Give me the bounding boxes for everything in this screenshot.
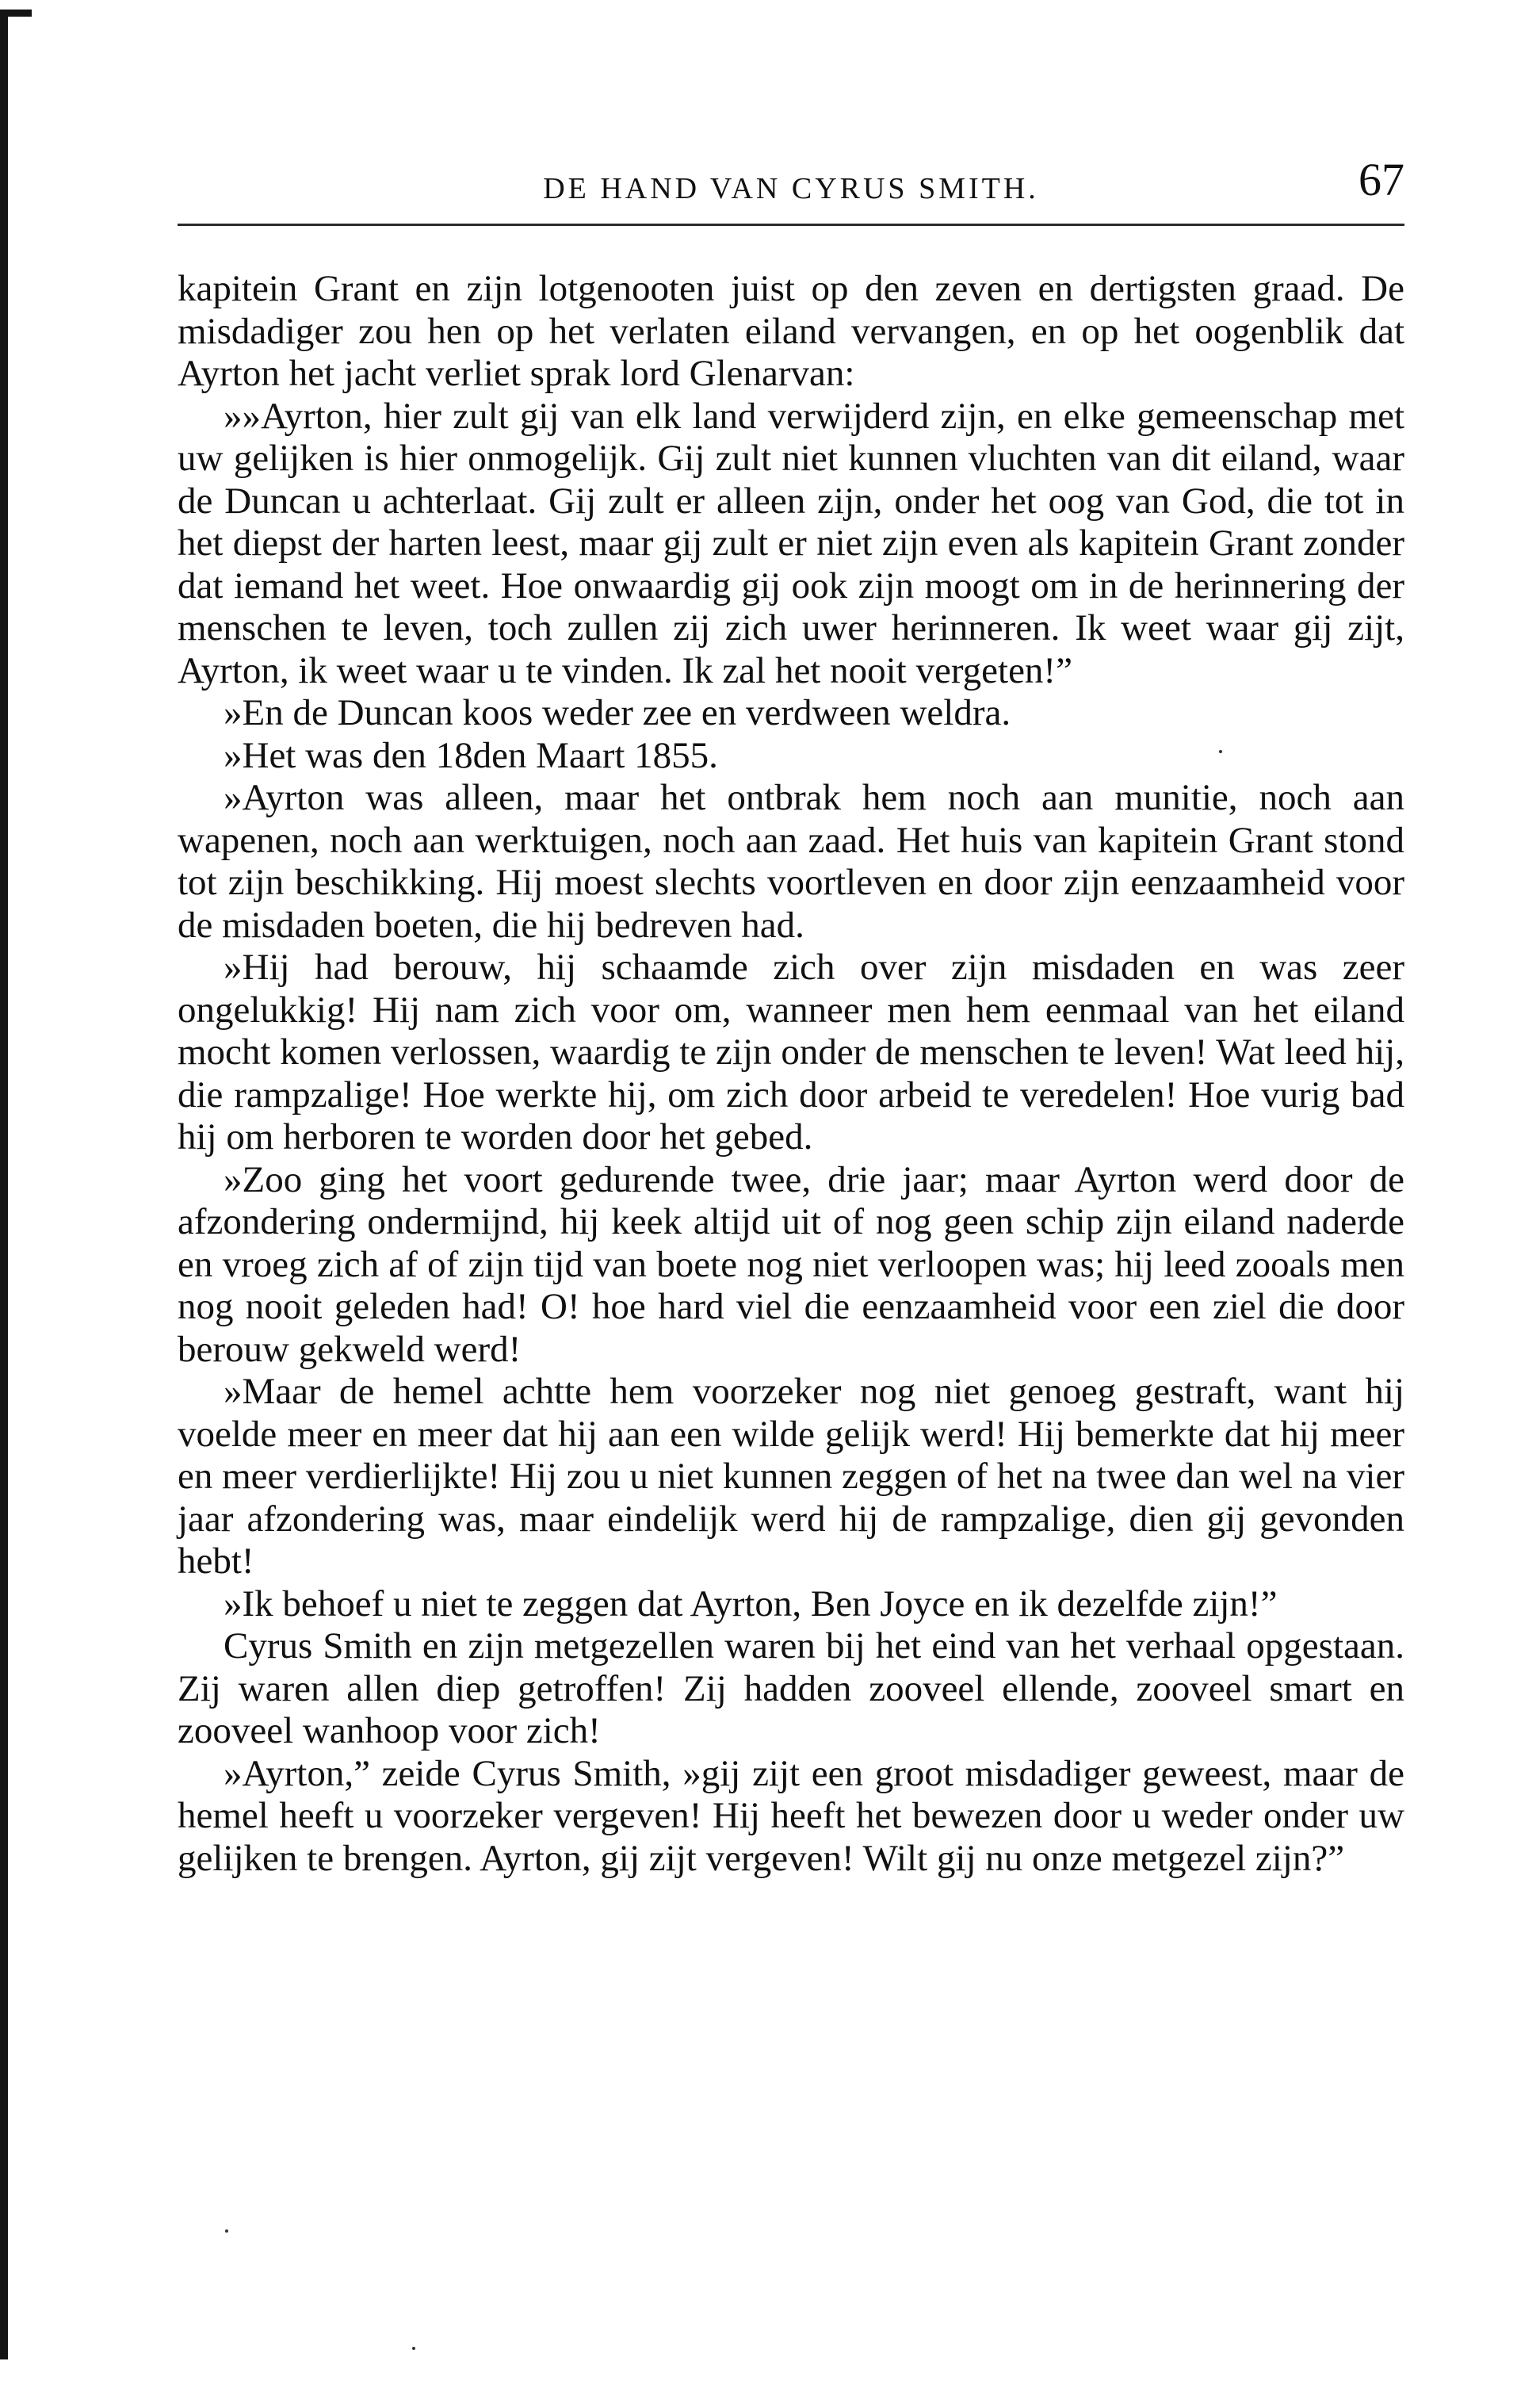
paragraph: »Het was den 18den Maart 1855. [224,734,718,776]
book-page [178,143,1404,1879]
paragraph: kapitein Grant en zijn lotgenooten juist op den zeven en dertigsten graad. De misdadiger zou hen op het verlaten eiland vervangen, en op het oogenblik dat Ayrton het jacht verliet sprak lord Glenarvan: [178,268,1404,394]
paragraph: »Maar de hemel achtte hem voorzeker nog niet genoeg gestraft, want hij voelde meer en meer dat hij aan een wilde gelijk werd! Hij bemerkte dat hij meer en meer verdierlijkte! Hij zou u niet kunnen zeggen of het na twee dan wel na vier jaar afzondering was, maar eindelijk werd hij de rampzalige, dien gij gevonden hebt! [178,1371,1404,1582]
paragraph: »Zoo ging het voort gedurende twee, drie jaar; maar Ayrton werd door de afzondering ondermijnd, hij keek altijd uit of nog geen schip zijn eiland naderde en vroeg zich af of zijn tijd van boete nog niet verloopen was; hij leed zooals men nog nooit geleden had! O! hoe hard viel die eenzaamheid voor een ziel die door berouw gekweld werd! [178,1158,1404,1370]
paragraph: »»Ayrton, hier zult gij van elk land verwijderd zijn, en elke gemeenschap met uw gelijken is hier onmogelijk. Gij zult niet kunnen vluchten van dit eiland, waar de Duncan u achterlaat. Gij zult er alleen zijn, onder het oog van God, die tot in het diepst der harten leest, maar gij zult er niet zijn even als kapitein Grant zonder dat iemand het weet. Hoe onwaardig gij ook zijn moogt om in de herinnering der menschen te leven, toch zullen zij zich uwer herinneren. Ik weet waar gij zijt, Ayrton, ik weet waar u te vinden. Ik zal het nooit vergeten!” [178,395,1404,691]
running-head [178,143,1404,222]
scan-speck [1219,750,1222,753]
paragraph: »Ayrton,” zeide Cyrus Smith, »gij zijt een groot misdadiger geweest, maar de hemel heeft u voorzeker vergeven! Hij heeft het bewezen door u weder onder uw gelijken te brengen. Ayrton, gij zijt vergeven! Wilt gij nu onze metgezel zijn?” [178,1752,1404,1879]
page-number: 67 [1358,154,1404,205]
paragraph: »Hij had berouw, hij schaamde zich over zijn misdaden en was zeer ongelukkig! Hij nam zich voor om, wanneer men hem eenmaal van het eiland mocht komen verlossen, waardig te zijn onder de menschen te leven! Wat leed hij, die rampzalige! Hoe werkte hij, om zich door arbeid te veredelen! Hoe vurig bad hij om herboren te worden door het gebed. [178,947,1404,1158]
header-rule [178,224,1404,226]
running-title: DE HAND VAN CYRUS SMITH. [543,172,1039,205]
paragraph: »Ayrton was alleen, maar het ontbrak hem noch aan munitie, noch aan wapenen, noch aan werktuigen, noch aan zaad. Het huis van kapitein Grant stond tot zijn beschikking. Hij moest slechts voortleven en door zijn eenzaamheid voor de misdaden boeten, die hij bedreven had. [178,777,1404,946]
paragraph: »En de Duncan koos weder zee en verdween weldra. [224,692,1011,733]
scan-speck [412,2347,415,2350]
body-text [178,268,1404,1880]
paragraph: Cyrus Smith en zijn metgezellen waren bij het eind van het verhaal opgestaan. Zij waren allen diep getroffen! Zij hadden zooveel ellende, zooveel smart en zooveel wanhoop voor zich! [178,1625,1404,1751]
scan-border-edge [0,13,8,2359]
scan-speck [225,2229,228,2233]
paragraph: »Ik behoef u niet te zeggen dat Ayrton, Ben Joyce en ik dezelfde zijn!” [224,1582,1278,1625]
